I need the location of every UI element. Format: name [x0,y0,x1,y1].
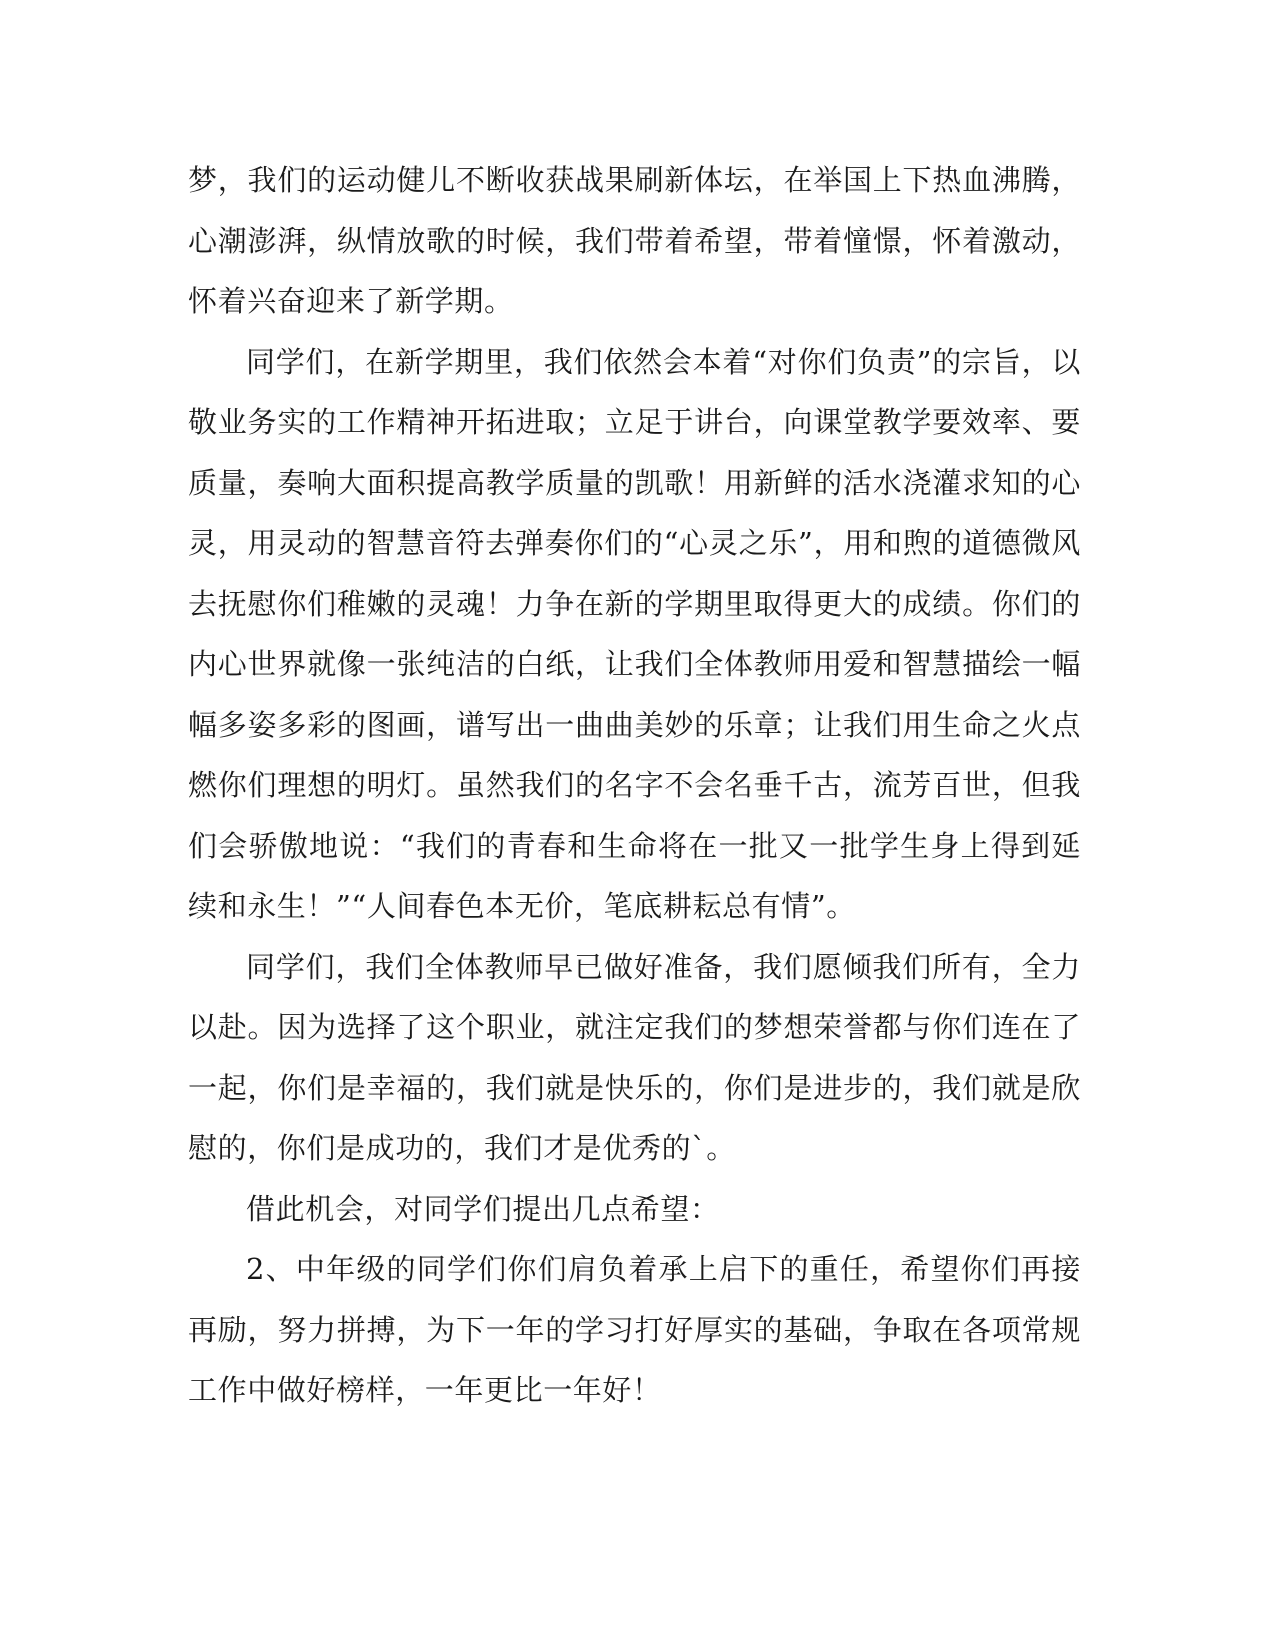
paragraph-4: 借此机会，对同学们提出几点希望： [246,1191,720,1226]
paragraph-1: 梦，我们的运动健儿不断收获战果刷新体坛，在举国上下热血沸腾，心潮澎湃，纵情放歌的时候，我们带着希望，带着憧憬，怀着激动，怀着兴奋迎来了新学期。 [188,163,1081,318]
document-body [188,150,1081,1421]
paragraph-5: 2、中年级的同学们你们肩负着承上启下的重任，希望你们再接再励，努力拼搏，为下一年的学习打好厚实的基础，争取在各项常规工作中做好榜样，一年更比一年好！ [188,1252,1081,1407]
paragraph-2: 同学们，在新学期里，我们依然会本着“对你们负责”的宗旨，以敬业务实的工作精神开拓进取；立足于讲台，向课堂教学要效率、要质量，奏响大面积提高教学质量的凯歌！用新鲜的活水浇灌求知的心灵，用灵动的智慧音符去弹奏你们的“心灵之乐”，用和煦的道德微风去抚慰你们稚嫩的灵魂！力争在新的学期里取得更大的成绩。你们的内心世界就像一张纯洁的白纸，让我们全体教师用爱和智慧描绘一幅幅多姿多彩的图画，谱写出一曲曲美妙的乐章；让我们用生命之火点燃你们理想的明灯。虽然我们的名字不会名垂千古，流芳百世，但我们会骄傲地说：“我们的青春和生命将在一批又一批学生身上得到延续和永生！”“人间春色本无价，笔底耕耘总有情”。 [188,344,1081,923]
paragraph-3: 同学们，我们全体教师早已做好准备，我们愿倾我们所有，全力以赴。因为选择了这个职业，就注定我们的梦想荣誉都与你们连在了一起，你们是幸福的，我们就是快乐的，你们是进步的，我们就是欣慰的，你们是成功的，我们才是优秀的`。 [188,949,1081,1165]
